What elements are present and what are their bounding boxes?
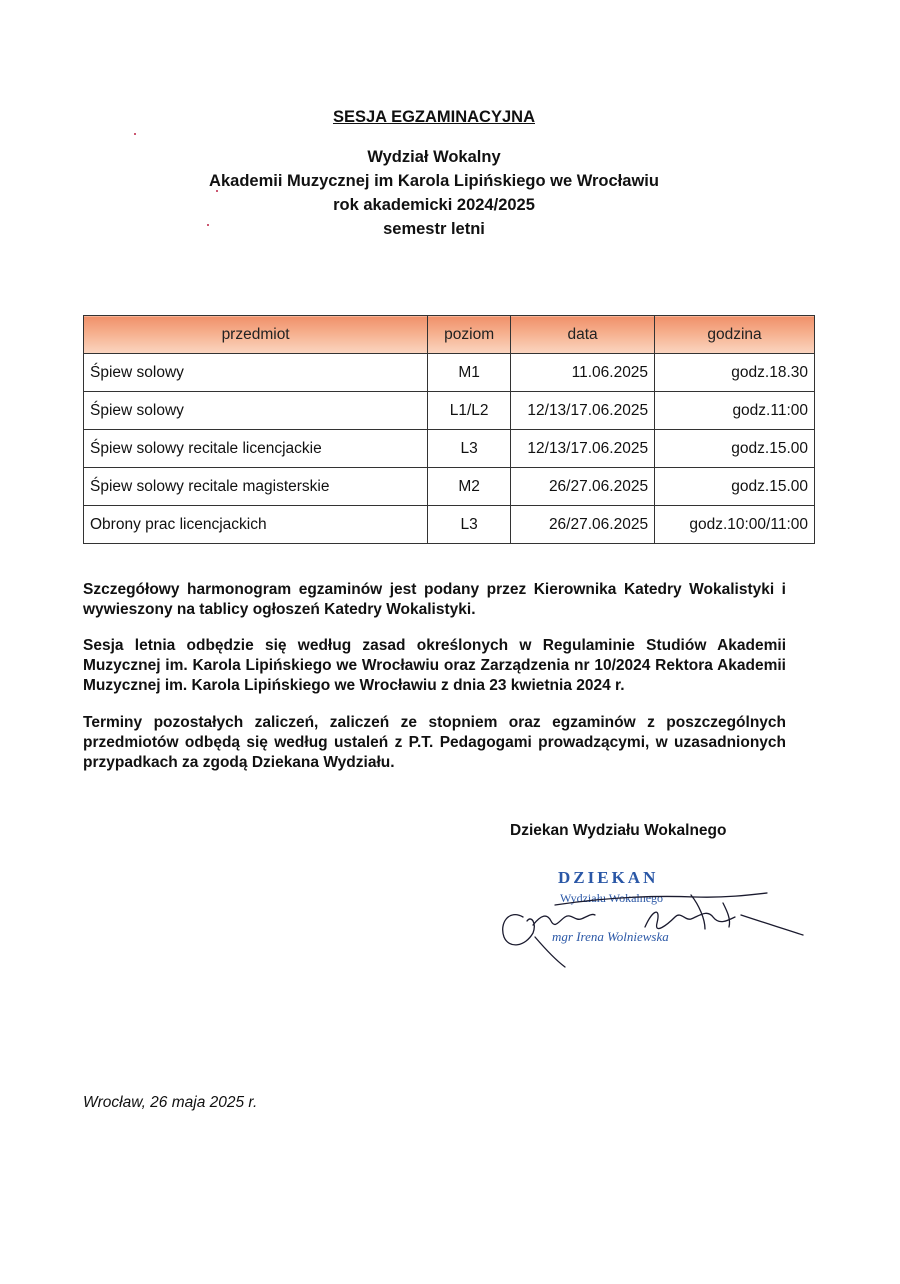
paragraph-other-exams: Terminy pozostałych zaliczeń, zaliczeń ze stopniem oraz egzaminów z poszczególnych przedmiotów odbędą się według ustaleń z P.T. Pedagogami prowadzącymi, w uzasadnionych przypadkach za zgodą Dziekana Wydziału.	[83, 714, 786, 771]
cell-subject: Obrony prac licencjackich	[84, 506, 428, 544]
cell-subject: Śpiew solowy recitale magisterskie	[84, 468, 428, 506]
cell-time: godz.11:00	[655, 392, 815, 430]
place-and-date: Wrocław, 26 maja 2025 r.	[83, 1094, 258, 1111]
exam-schedule-table	[83, 315, 815, 544]
cell-level: M1	[428, 354, 511, 392]
cell-date: 26/27.06.2025	[511, 506, 655, 544]
column-header-subject: przedmiot	[84, 316, 428, 354]
cell-time: godz.15.00	[655, 468, 815, 506]
table-row	[84, 506, 815, 544]
cell-time: godz.18.30	[655, 354, 815, 392]
cell-level: L3	[428, 430, 511, 468]
cell-date: 12/13/17.06.2025	[511, 430, 655, 468]
cell-time: godz.10:00/11:00	[655, 506, 815, 544]
cell-date: 12/13/17.06.2025	[511, 392, 655, 430]
dean-stamp	[495, 865, 815, 975]
signatory-title: Dziekan Wydziału Wokalnego	[510, 822, 727, 839]
table-row	[84, 430, 815, 468]
table-row	[84, 392, 815, 430]
paragraph-session-rules: Sesja letnia odbędzie się według zasad określonych w Regulaminie Studiów Akademii Muzycznej im. Karola Lipińskiego we Wrocławiu oraz Zarządzenia nr 10/2024 Rektora Akademii Muzycznej im. Karola Lipińskiego we Wrocławiu z dnia 23 kwietnia 2024 r.	[83, 637, 786, 694]
academy-name: Akademii Muzycznej im Karola Lipińskiego we Wrocławiu	[209, 172, 659, 190]
cell-level: L3	[428, 506, 511, 544]
stamp-name: mgr Irena Wolniewska	[552, 929, 669, 944]
semester: semestr letni	[383, 220, 485, 238]
column-header-time: godzina	[655, 316, 815, 354]
table-header-row	[84, 316, 815, 354]
cell-date: 26/27.06.2025	[511, 468, 655, 506]
table-row	[84, 468, 815, 506]
faculty-name: Wydział Wokalny	[367, 148, 501, 166]
column-header-level: poziom	[428, 316, 511, 354]
cell-subject: Śpiew solowy	[84, 392, 428, 430]
document-title: SESJA EGZAMINACYJNA	[332, 108, 535, 126]
column-header-date: data	[511, 316, 655, 354]
cell-level: M2	[428, 468, 511, 506]
cell-subject: Śpiew solowy	[84, 354, 428, 392]
cell-level: L1/L2	[428, 392, 511, 430]
paragraph-schedule-info: Szczegółowy harmonogram egzaminów jest podany przez Kierownika Katedry Wokalistyki i wywieszony na tablicy ogłoszeń Katedry Wokalistyki.	[83, 581, 786, 618]
handwritten-signature	[495, 865, 815, 975]
table-row	[84, 354, 815, 392]
cell-time: godz.15.00	[655, 430, 815, 468]
scan-speck	[134, 133, 136, 135]
stamp-title: DZIEKAN	[558, 868, 659, 887]
stamp-department: Wydziału Wokalnego	[560, 891, 664, 905]
cell-subject: Śpiew solowy recitale licencjackie	[84, 430, 428, 468]
cell-date: 11.06.2025	[511, 354, 655, 392]
academic-year: rok akademicki 2024/2025	[333, 196, 535, 214]
